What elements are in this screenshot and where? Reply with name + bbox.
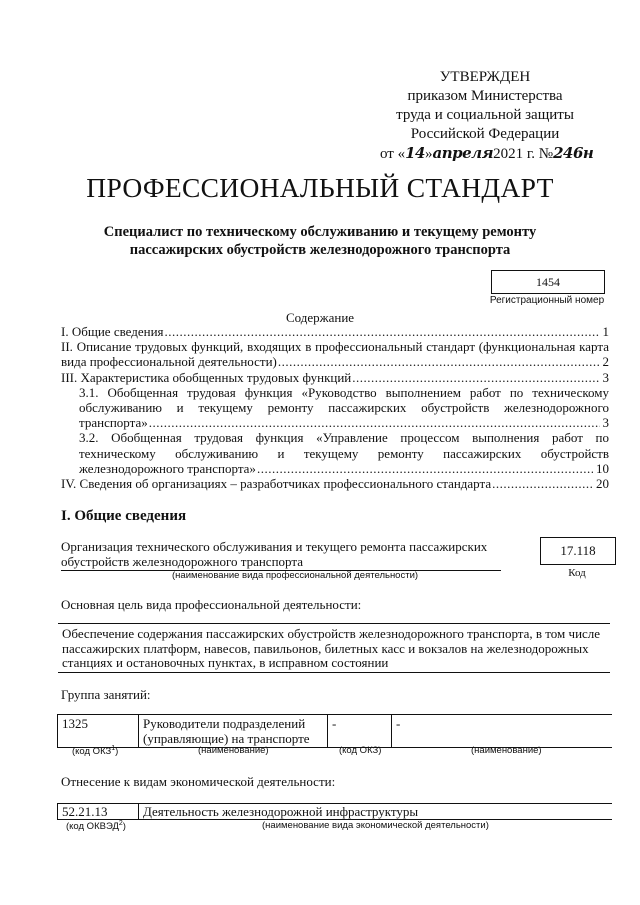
registration-number-label: Регистрационный номер bbox=[489, 295, 605, 306]
activity-line2: обустройств железнодорожного транспорта bbox=[61, 554, 303, 569]
toc-item-3[interactable] bbox=[61, 370, 609, 385]
occupation-table bbox=[57, 714, 612, 748]
subtitle-line2: пассажирских обустройств железнодорожного транспорта bbox=[129, 242, 511, 258]
toc-item-4[interactable] bbox=[61, 476, 609, 491]
approval-block bbox=[380, 68, 594, 164]
toc-item-2-line1[interactable]: II. Описание трудовых функций, входящих в профессиональный стандарт (функциональная карта bbox=[61, 339, 609, 355]
table-row bbox=[58, 715, 613, 748]
toc-item-title: IV. Сведения об организациях – разработчиках профессионального стандарта bbox=[61, 476, 492, 492]
approval-line2: приказом Министерства bbox=[407, 88, 563, 104]
okz-code-cell: - bbox=[328, 715, 392, 748]
toc-item-2[interactable] bbox=[61, 354, 609, 369]
toc-item-line: техническому обслуживанию и текущему ремонту пассажирских обустройств bbox=[79, 445, 609, 461]
activity-caption: (наименование вида профессиональной деятельности) bbox=[172, 570, 419, 581]
toc-heading: Содержание bbox=[285, 310, 355, 325]
toc-item-last-line bbox=[79, 461, 609, 476]
toc-item-page: 20 bbox=[596, 476, 609, 492]
okz-caption: (код ОКЗ) bbox=[339, 745, 382, 756]
toc-item-line: обслуживанию и текущему ремонту пассажирских обустройств железнодорожного bbox=[79, 400, 609, 416]
registration-number-box: 1454 bbox=[491, 270, 605, 294]
table-of-contents bbox=[61, 324, 609, 491]
goal-label: Основная цель вида профессиональной деятельности: bbox=[61, 597, 362, 612]
toc-item-page: 3 bbox=[602, 415, 609, 431]
order-mid: » bbox=[424, 146, 433, 162]
subtitle-line1: Специалист по техническому обслуживанию и текущему ремонту bbox=[103, 224, 537, 240]
name-caption: (наименование) bbox=[198, 745, 269, 756]
goal-box: Обеспечение содержания пассажирских обустройств железнодорожного транспорта, в том числе пассажирских платформ, навесов, павильонов, билетных касс и вокзалов на железнодорожных станциях и остановочных пунктах, в исправном состоянии bbox=[58, 623, 610, 673]
order-year: 2021 г. № bbox=[493, 146, 554, 162]
toc-item-last-line bbox=[79, 415, 609, 430]
toc-item-page: 2 bbox=[602, 354, 609, 370]
occupation-name-cell: - bbox=[392, 715, 613, 748]
toc-item-line: 3.1. Обобщенная трудовая функция «Руководство выполнением работ по техническому bbox=[79, 384, 609, 400]
group-label: Группа занятий: bbox=[61, 687, 151, 702]
toc-item-page: 1 bbox=[602, 324, 609, 339]
econ-label: Отнесение к видам экономической деятельности: bbox=[61, 774, 336, 789]
toc-item-page: 3 bbox=[602, 369, 609, 385]
okved-name-cell: Деятельность железнодорожной инфраструктуры bbox=[139, 804, 613, 820]
toc-item-title: вида профессиональной деятельности) bbox=[61, 354, 277, 370]
activity-name bbox=[61, 539, 501, 571]
toc-item-title: транспорта» bbox=[79, 415, 148, 431]
activity-code-box: 17.118 bbox=[540, 537, 616, 565]
toc-item-title: I. Общие сведения bbox=[61, 324, 164, 339]
approval-line4: Российской Федерации bbox=[410, 126, 560, 142]
occupation-name-cell: Руководители подразделений (управляющие) на транспорте bbox=[139, 715, 328, 748]
order-number: 246н bbox=[553, 144, 594, 162]
order-day: 14 bbox=[405, 144, 425, 162]
approval-line1: УТВЕРЖДЕН bbox=[439, 69, 531, 85]
order-month: апреля bbox=[432, 144, 494, 162]
toc-item-page: 10 bbox=[596, 460, 609, 476]
toc-item-1[interactable] bbox=[61, 324, 609, 339]
okved-code-cell: 52.21.13 bbox=[58, 804, 139, 820]
document-subtitle bbox=[60, 223, 580, 259]
toc-item-line: 3.2. Обобщенная трудовая функция «Управление процессом выполнения работ по bbox=[79, 430, 609, 446]
okz-code-cell: 1325 bbox=[58, 715, 139, 748]
okved-caption: (код ОКВЭД$^2$) bbox=[66, 820, 126, 833]
okved-name-caption: (наименование вида экономической деятельности) bbox=[262, 820, 489, 831]
section-title: I. Общие сведения bbox=[61, 508, 187, 524]
okz-caption: (код ОКЗ$^1$) bbox=[72, 745, 119, 758]
name-caption: (наименование) bbox=[471, 745, 542, 756]
approval-line3: труда и социальной защиты bbox=[396, 107, 574, 123]
toc-item-title: III. Характеристика обобщенных трудовых функций bbox=[61, 369, 352, 385]
order-line bbox=[380, 144, 594, 164]
toc-item-3-1[interactable] bbox=[61, 385, 609, 431]
toc-item-3-2[interactable] bbox=[61, 430, 609, 476]
order-prefix: от « bbox=[380, 146, 406, 162]
code-caption: Код bbox=[568, 567, 586, 579]
okved-table bbox=[57, 803, 612, 820]
activity-line1: Организация технического обслуживания и текущего ремонта пассажирских bbox=[61, 539, 488, 554]
table-row bbox=[58, 804, 613, 820]
document-title: ПРОФЕССИОНАЛЬНЫЙ СТАНДАРТ bbox=[86, 172, 554, 203]
toc-item-title: железнодорожного транспорта» bbox=[79, 460, 256, 476]
